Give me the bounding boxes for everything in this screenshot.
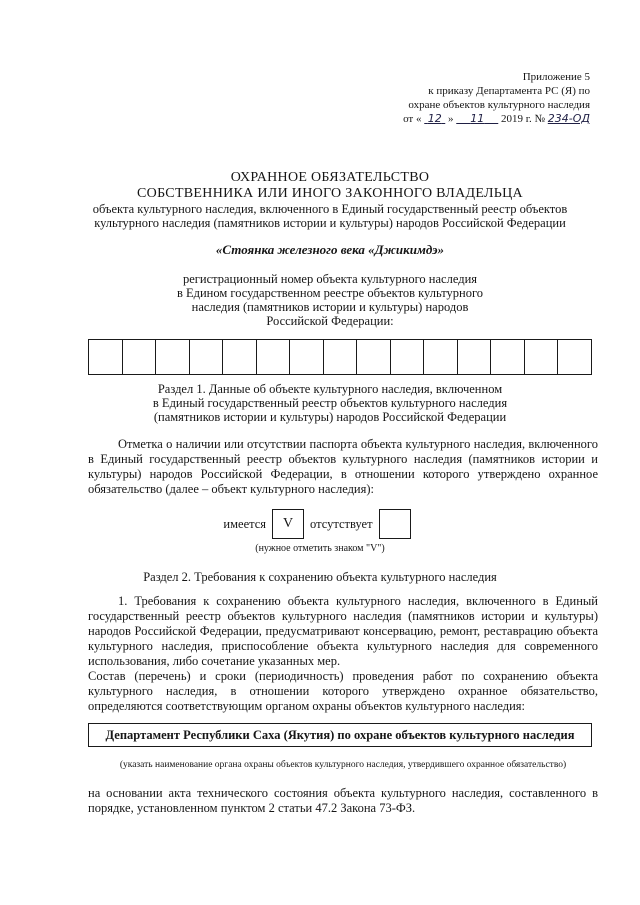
date-month: 11 bbox=[470, 112, 485, 125]
reg-cell[interactable] bbox=[156, 340, 190, 374]
checkbox-note: (нужное отметить знаком "V") bbox=[255, 543, 385, 554]
date-mid: » bbox=[448, 113, 454, 125]
reg-cell[interactable] bbox=[257, 340, 291, 374]
reg-cell[interactable] bbox=[391, 340, 425, 374]
reg-cell[interactable] bbox=[458, 340, 492, 374]
passport-present-checkbox[interactable]: V bbox=[272, 509, 304, 539]
registration-number-cells bbox=[88, 339, 592, 375]
reg-cell[interactable] bbox=[357, 340, 391, 374]
title-line-3: объекта культурного наследия, включенного в Единый государственный реестр объектов bbox=[92, 202, 568, 216]
reg-cell[interactable] bbox=[324, 340, 358, 374]
works-paragraph: Состав (перечень) и сроки (периодичность) проведения работ по сохранению объекта культурного наследия, в отношении которого утверждено охранное обязательство, определяются соответствующим органом охраны объектов культурного наследия: bbox=[88, 669, 598, 713]
section-1-line-1: Раздел 1. Данные об объекте культурного наследия, включенном bbox=[157, 382, 503, 396]
section-1-heading bbox=[110, 382, 550, 424]
registration-line-1: регистрационный номер объекта культурного наследия bbox=[182, 272, 478, 286]
registration-line-3: наследия (памятников истории и культуры) народов bbox=[191, 300, 469, 314]
document-subtitle bbox=[60, 202, 600, 230]
section-2-body bbox=[88, 594, 598, 714]
title-line-2: СОБСТВЕННИКА ИЛИ ИНОГО ЗАКОННОГО ВЛАДЕЛЬЦА bbox=[137, 186, 523, 201]
department-note: (указать наименование органа охраны объектов культурного наследия, утвердившего охранное обязательство) bbox=[119, 760, 567, 770]
date-prefix: от « bbox=[403, 113, 422, 125]
annex-line-3: охране объектов культурного наследия bbox=[408, 99, 590, 111]
annex-line-1: Приложение 5 bbox=[522, 71, 590, 83]
reg-cell[interactable] bbox=[558, 340, 591, 374]
reg-cell[interactable] bbox=[525, 340, 559, 374]
date-day: 12 bbox=[427, 112, 442, 125]
section-1-line-2: в Единый государственный реестр объектов культурного наследия bbox=[152, 396, 508, 410]
passport-present-label: имеется bbox=[223, 516, 267, 531]
reg-cell[interactable] bbox=[290, 340, 324, 374]
requirements-paragraph: 1. Требования к сохранению объекта культурного наследия, включенного в Единый государственный реестр объектов культурного наследия (памятников истории и культуры) народов Российской Федерации, предусматривают консервацию, ремонт, реставрацию объекта культурного наследия, приспособление объекта культурного наследия для современного использования, либо сочетание указанных мер. bbox=[88, 594, 598, 668]
reg-cell[interactable] bbox=[491, 340, 525, 374]
passport-absent-checkbox[interactable] bbox=[379, 509, 411, 539]
date-year: 2019 г. № bbox=[501, 113, 546, 125]
basis-paragraph: на основании акта технического состояния объекта культурного наследия, составленного в порядке, установленном пунктом 2 статьи 47.2 Закона 73-ФЗ. bbox=[88, 786, 598, 815]
object-name: «Стоянка железного века «Джикимдэ» bbox=[215, 242, 445, 257]
registration-line-4: Российской Федерации: bbox=[266, 314, 394, 328]
reg-cell[interactable] bbox=[424, 340, 458, 374]
annex-date-line bbox=[330, 112, 590, 126]
passport-paragraph bbox=[88, 437, 598, 497]
title-line-4: культурного наследия (памятников истории и культуры) народов Российской Федерации bbox=[94, 216, 566, 230]
reg-cell[interactable] bbox=[223, 340, 257, 374]
registration-label bbox=[120, 272, 540, 328]
document-title bbox=[60, 170, 600, 202]
annex-header bbox=[330, 70, 590, 126]
passport-absent-label: отсутствует bbox=[310, 516, 373, 531]
order-number: 234-ОД bbox=[547, 112, 590, 125]
passport-checkboxes bbox=[0, 509, 640, 539]
annex-line-2: к приказу Департамента РС (Я) по bbox=[428, 85, 590, 97]
passport-text: Отметка о наличии или отсутствии паспорта объекта культурного наследия, включенного в Единый государственный реестр объектов культурного наследия (памятников истории и культуры) народов Российской Федерации, в отношении которого утверждено охранное обязательство (далее – объект культурного наследия): bbox=[88, 437, 598, 496]
section-1-line-3: (памятников истории и культуры) народов Российской Федерации bbox=[153, 410, 507, 424]
reg-cell[interactable] bbox=[190, 340, 224, 374]
reg-cell[interactable] bbox=[123, 340, 157, 374]
title-line-1: ОХРАННОЕ ОБЯЗАТЕЛЬСТВО bbox=[230, 170, 430, 185]
reg-cell[interactable] bbox=[89, 340, 123, 374]
registration-line-2: в Едином государственном реестре объектов культурного bbox=[176, 286, 484, 300]
section-2-heading: Раздел 2. Требования к сохранению объекта культурного наследия bbox=[143, 570, 497, 584]
department-box: Департамент Республики Саха (Якутия) по охране объектов культурного наследия bbox=[88, 723, 592, 747]
